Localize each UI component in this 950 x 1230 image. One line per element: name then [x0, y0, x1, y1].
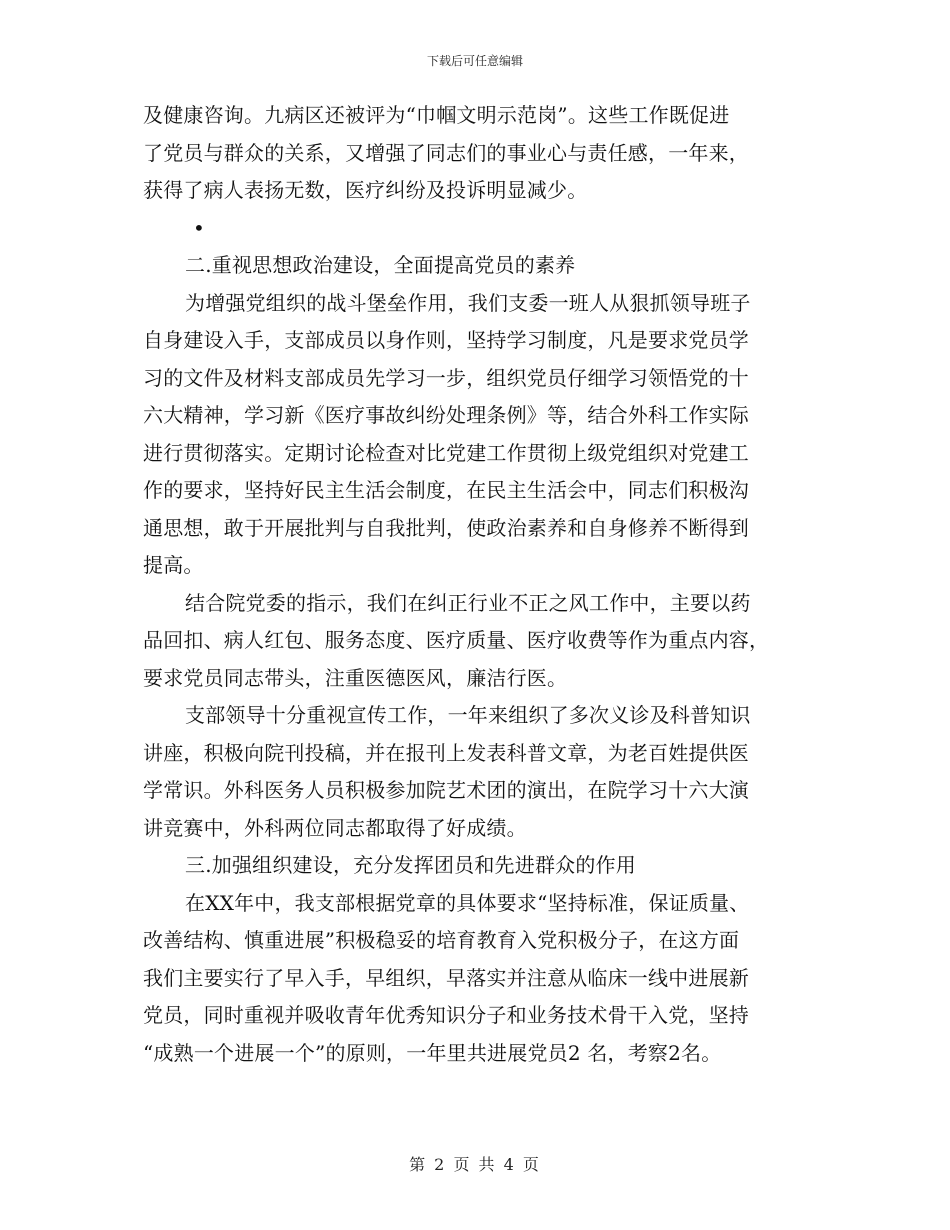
bullet-point: •	[193, 215, 205, 240]
text-line: 进行贯彻落实。定期讨论检查对比党建工作贯彻上级党组织对党建工	[143, 440, 749, 465]
text-line: 自身建设入手，支部成员以身作则，坚持学习制度，凡是要求党员学	[143, 328, 749, 352]
text-line: 六大精神，学习新《医疗事故纠纷处理条例》等，结合外科工作实际	[143, 403, 749, 427]
text-line: 支部领导十分重视宣传工作，一年来组织了多次义诊及科普知识	[185, 703, 751, 727]
page-header: 下载后可任意编辑	[426, 54, 523, 68]
text-line: 习的文件及材料支部成员先学习一步，组织党员仔细学习领悟党的十	[143, 365, 749, 390]
text-line: 提高。	[143, 553, 204, 577]
text-line: 讲座，积极向院刊投稿，并在报刊上发表科普文章，为老百姓提供医	[143, 740, 749, 765]
text-line: 讲竞赛中，外科两位同志都取得了好成绩。	[143, 815, 527, 840]
text-line: 获得了病人表扬无数，医疗纠纷及投诉明显减少。	[143, 178, 588, 202]
text-line: 我们主要实行了早入手，早组织，早落实并注意从临床一线中进展新	[143, 965, 749, 990]
text-line: 改善结构、慎重进展”积极稳妥的培育教育入党积极分子，在这方面	[143, 928, 740, 952]
text-line: 及健康咨询。九病区还被评为“巾帼文明示范岗”。这些工作既促进	[143, 103, 730, 127]
section-heading: 二.重视思想政治建设，全面提高党员的素养	[185, 253, 576, 277]
page-footer: 第 2 页 共 4 页	[409, 1155, 541, 1174]
text-line: 品回扣、病人红包、服务态度、医疗质量、医疗收费等作为重点内容，	[143, 628, 770, 652]
text-line: 通思想，敢于开展批判与自我批判，使政治素养和自身修养不断得到	[143, 515, 749, 540]
text-line: 为增强党组织的战斗堡垒作用，我们支委一班人从狠抓领导班子	[185, 290, 751, 315]
text-line: 作的要求，坚持好民主生活会制度，在民主生活会中，同志们积极沟	[143, 478, 749, 502]
text-line: 在XX年中，我支部根据党章的具体要求“坚持标准，保证质量、	[185, 890, 750, 915]
section-heading: 三.加强组织建设，充分发挥团员和先进群众的作用	[185, 853, 636, 877]
text-line: 了党员与群众的关系，又增强了同志们的事业心与责任感，一年来，	[143, 140, 749, 165]
text-line: 学常识。外科医务人员积极参加院艺术团的演出，在院学习十六大演	[143, 778, 749, 802]
text-line: 党员，同时重视并吸收青年优秀知识分子和业务技术骨干入党，坚持	[143, 1003, 749, 1027]
text-line: 结合院党委的指示，我们在纠正行业不正之风工作中，主要以药	[185, 590, 751, 615]
text-line: “成熟一个进展一个”的原则，一年里共进展党员2 名，考察2名。	[143, 1040, 722, 1065]
document-body	[143, 97, 809, 1072]
text-line: 要求党员同志带头，注重医德医风，廉洁行医。	[143, 665, 568, 690]
